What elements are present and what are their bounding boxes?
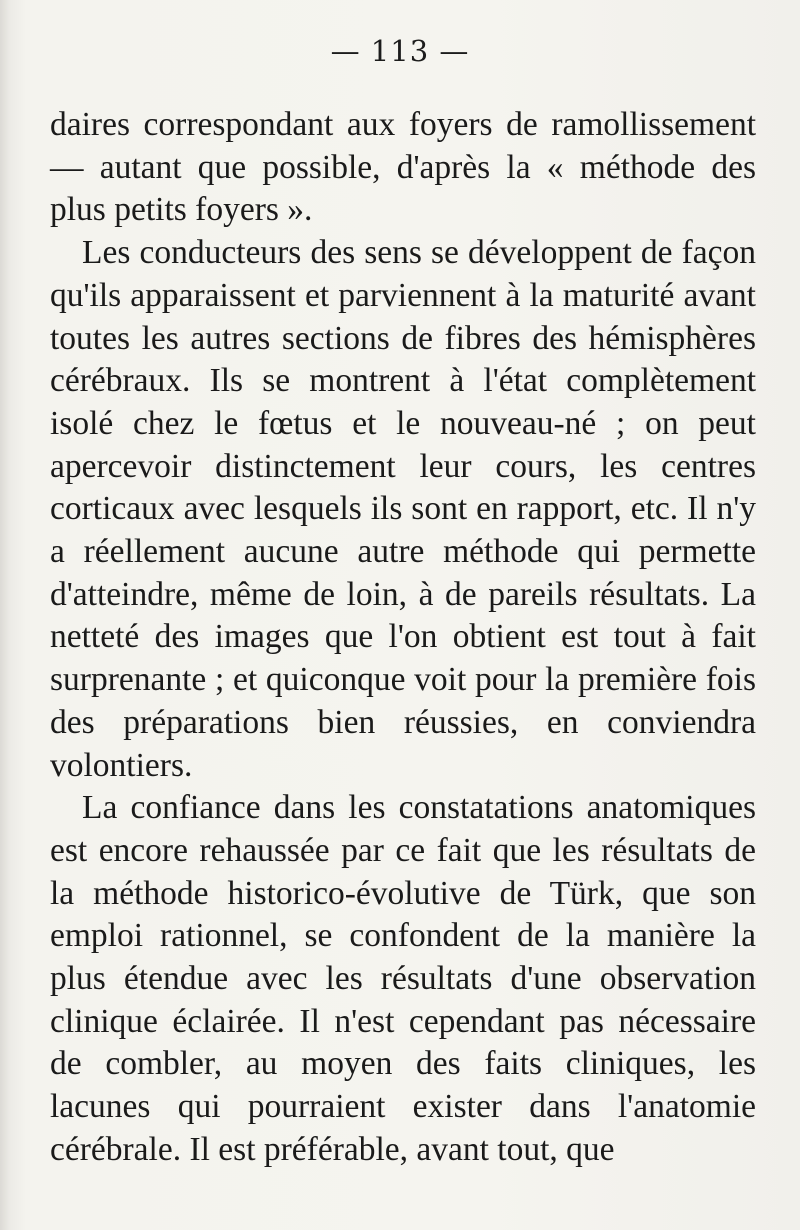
body-text: [50, 104, 756, 1172]
paragraph-anatomical-confidence: La confiance dans les constatations anatomiques est encore rehaussée par ce fait que les résultats de la méthode historico-évolutive de Türk, que son emploi rationnel, se confondent de la manière la plus étendue avec les résultats d'une observation clinique éclairée. Il n'est cependant pas nécessaire de combler, au moyen des faits cliniques, les lacunes qui pourraient exister dans l'anatomie cérébrale. Il est préférable, avant tout, que: [50, 789, 756, 1168]
paragraph-continuation: daires correspondant aux foyers de ramollissement — autant que possible, d'après la « méthode des plus petits foyers ».: [50, 106, 756, 229]
paragraph-sense-conductors: Les conducteurs des sens se développent de façon qu'ils apparaissent et parviennent à la maturité avant toutes les autres sections de fibres des hémisphères cérébraux. Ils se montrent à l'état complètement isolé chez le fœtus et le nouveau-né ; on peut apercevoir distinctement leur cours, les centres corticaux avec lesquels ils sont en rapport, etc. Il n'y a réellement aucune autre méthode qui permette d'atteindre, même de loin, à de pareils résultats. La netteté des images que l'on obtient est tout à fait surprenante ; et quiconque voit pour la première fois des préparations bien réussies, en conviendra volontiers.: [50, 234, 756, 784]
page-number: — 113 —: [330, 34, 470, 68]
